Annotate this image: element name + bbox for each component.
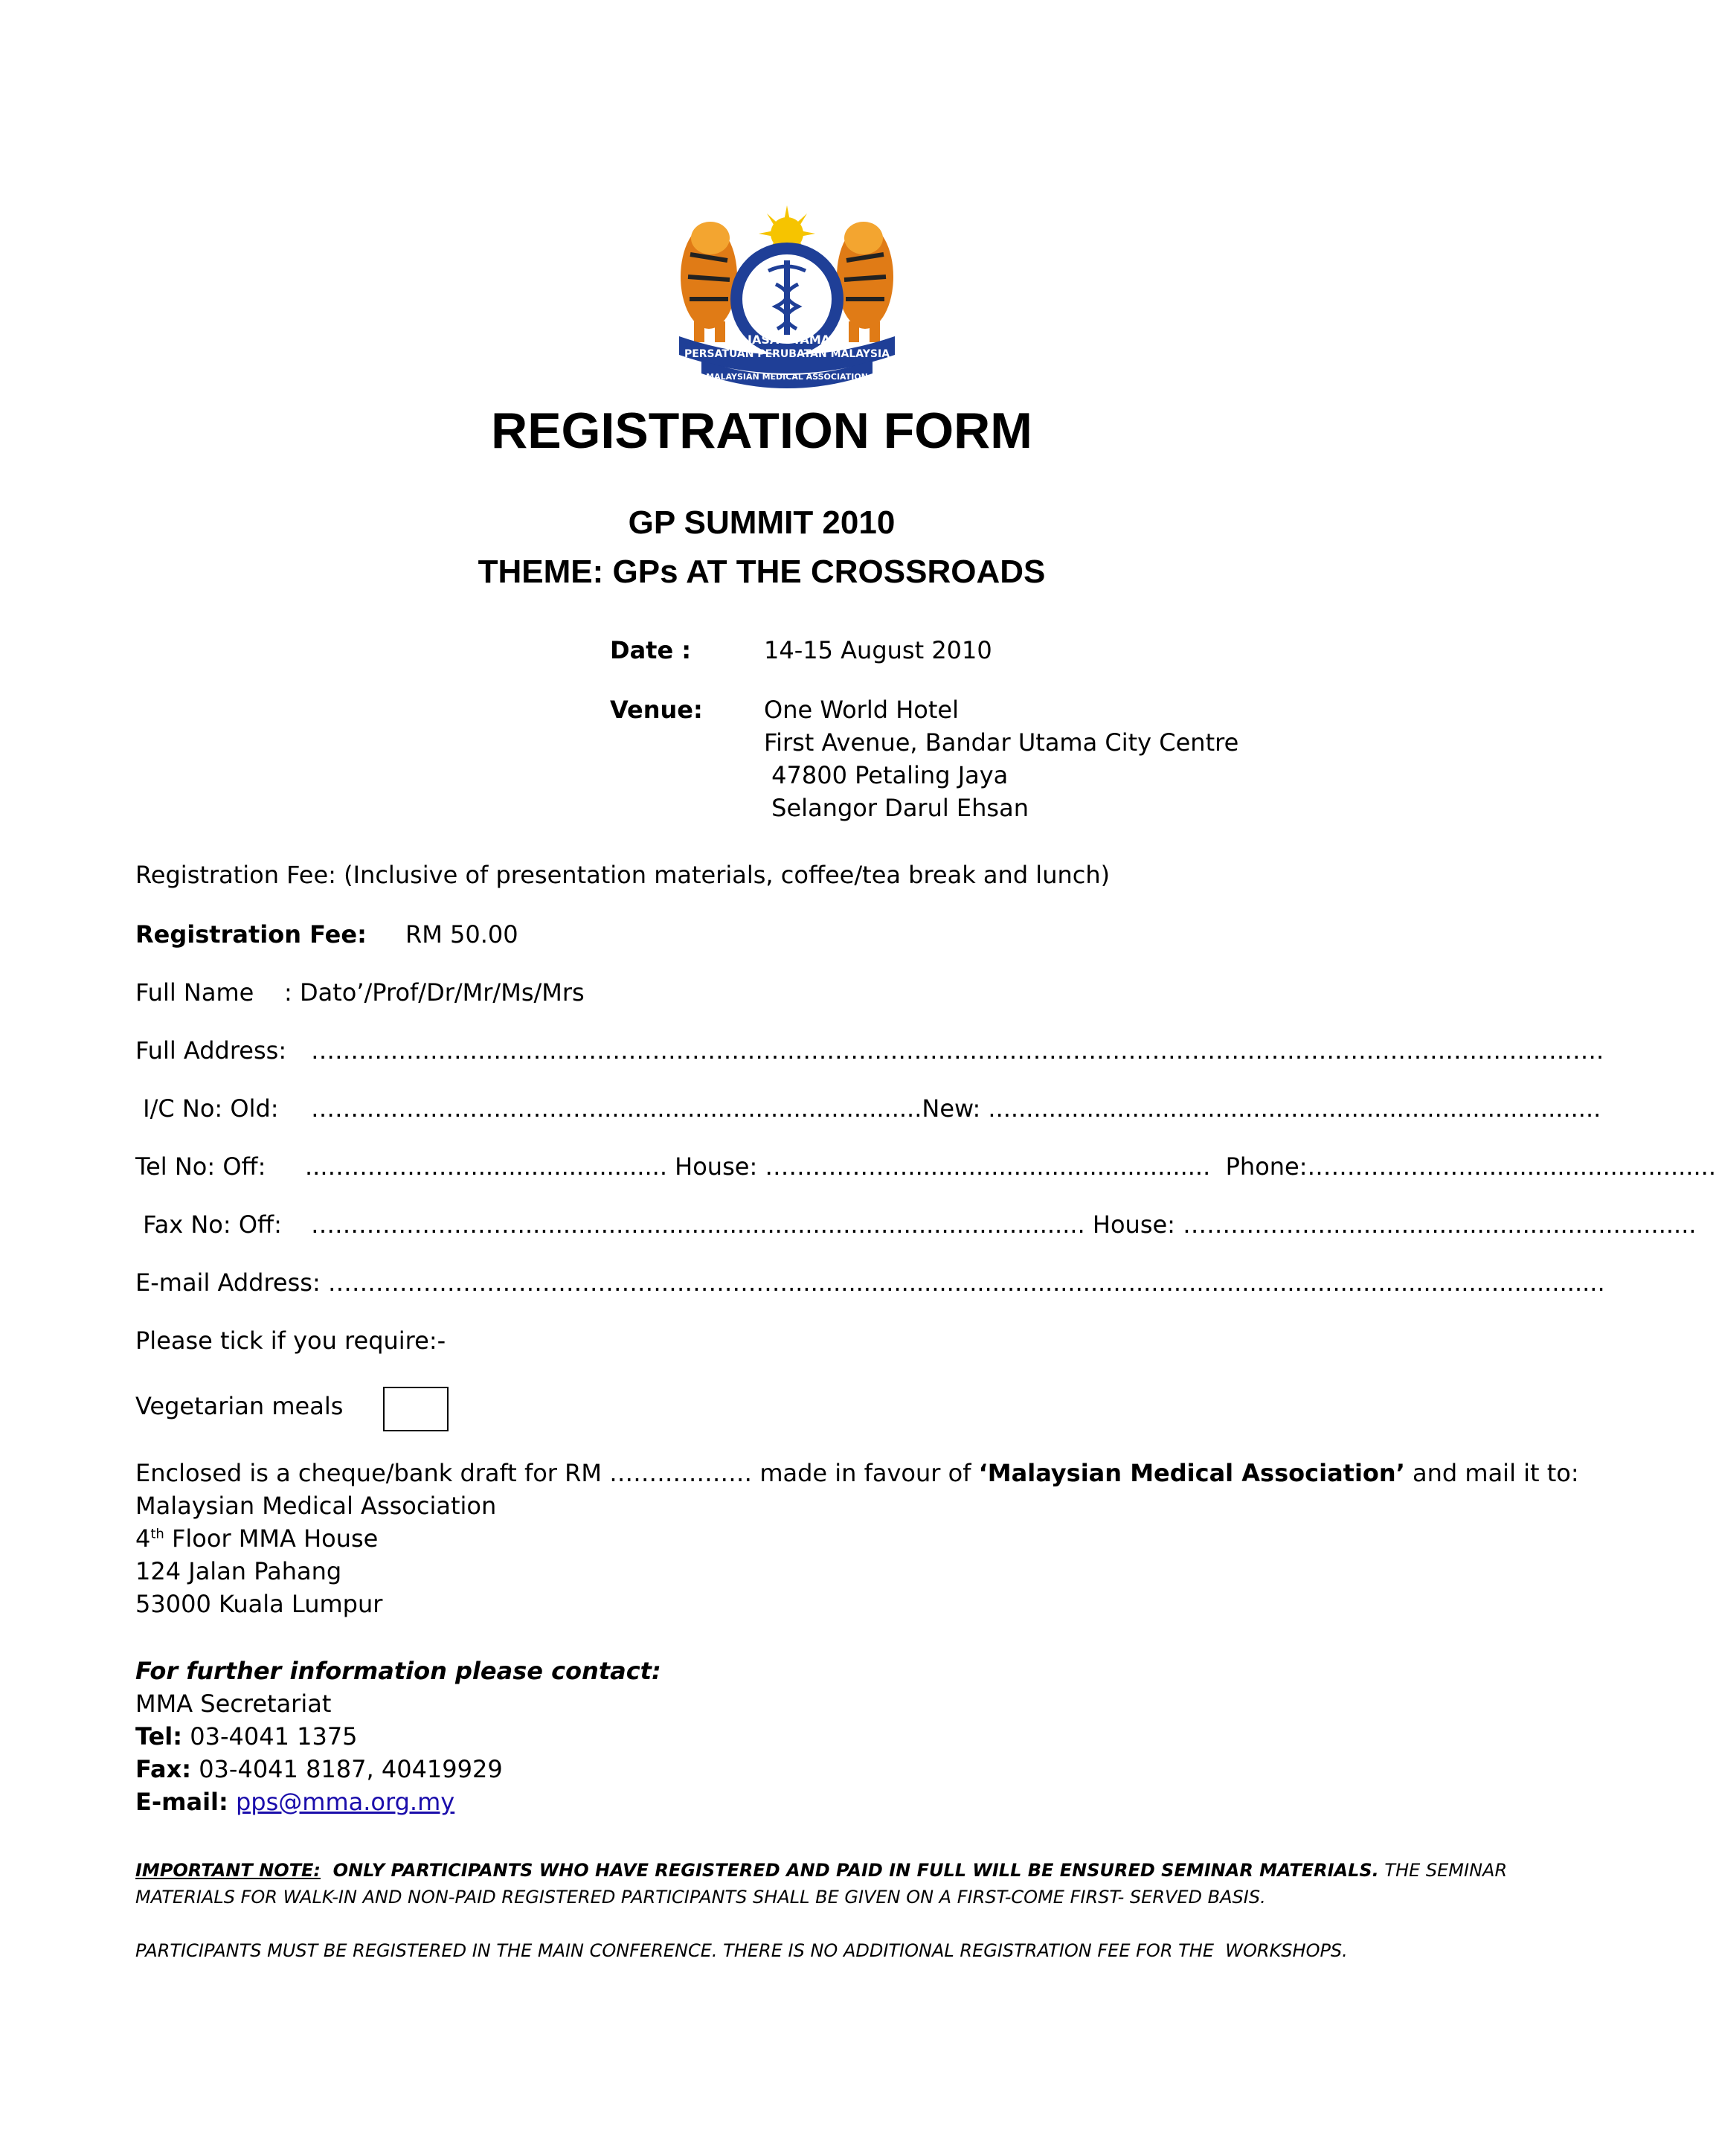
fax-no-label: Fax No: Off: bbox=[135, 1210, 282, 1239]
fee-note: Registration Fee: (Inclusive of presentation materials, coffee/tea break and lunch) bbox=[135, 861, 1111, 889]
venue-line: Selangor Darul Ehsan bbox=[764, 794, 1029, 822]
email-link[interactable]: pps@mma.org.my bbox=[235, 1788, 455, 1816]
cheque-payee: ‘Malaysian Medical Association’ bbox=[978, 1459, 1405, 1487]
fee-label: Registration Fee: bbox=[135, 920, 367, 949]
event-name: GP SUMMIT 2010 bbox=[628, 504, 896, 541]
mail-address-line: 53000 Kuala Lumpur bbox=[135, 1590, 383, 1618]
vegetarian-checkbox[interactable] bbox=[383, 1387, 449, 1431]
important-note: IMPORTANT NOTE: ONLY PARTICIPANTS WHO HAVE REGISTERED AND PAID IN FULL WILL BE ENSURED SEMINAR MATERIALS. THE SEMINAR bbox=[135, 1860, 1508, 1881]
ic-no-label: I/C No: Old: bbox=[135, 1094, 279, 1123]
mail-address-line: 4th Floor MMA House bbox=[135, 1524, 379, 1553]
tick-prompt: Please tick if you require:- bbox=[135, 1326, 446, 1355]
email-field[interactable]: E-mail Address: …………………………………….……………............................................................................................................ bbox=[135, 1268, 1605, 1297]
important-note-line2: MATERIALS FOR WALK-IN AND NON-PAID REGISTERED PARTICIPANTS SHALL BE GIVEN ON A FIRST-COME FIRST- SERVED BASIS. bbox=[135, 1887, 1266, 1908]
contact-org: MMA Secretariat bbox=[135, 1690, 332, 1718]
contact-tel: Tel: 03-4041 1375 bbox=[135, 1722, 358, 1751]
mma-crest-logo bbox=[664, 202, 910, 387]
venue-line: 47800 Petaling Jaya bbox=[764, 761, 1009, 789]
venue-label: Venue: bbox=[610, 696, 703, 724]
cheque-line bbox=[135, 1457, 1579, 1489]
ic-no-field[interactable]: ………………………………...........................................New: ................................................................................. bbox=[311, 1094, 1601, 1123]
cheque-prefix: Enclosed is a cheque/bank draft for RM ……………… made in favour of bbox=[135, 1459, 979, 1487]
venue-line: First Avenue, Bandar Utama City Centre bbox=[764, 728, 1239, 757]
contact-heading: For further information please contact: bbox=[135, 1657, 661, 1685]
right-tiger-icon bbox=[837, 222, 893, 342]
page-title: REGISTRATION FORM bbox=[491, 402, 1032, 459]
date-label: Date : bbox=[610, 636, 692, 664]
left-tiger-icon bbox=[681, 222, 737, 342]
tel-no-field[interactable]: ...……………….......................... House: ………………........................................ Phone:…………………................................ bbox=[305, 1152, 1716, 1181]
logo-bottom-ribbon: MALAYSIAN MEDICAL ASSOCIATION bbox=[706, 372, 868, 382]
svg-text:JASA UTAMA: JASA UTAMA bbox=[748, 333, 831, 347]
full-name-field: Full Name : Dato’/Prof/Dr/Mr/Ms/Mrs bbox=[135, 978, 585, 1007]
contact-email: E-mail: pps@mma.org.my bbox=[135, 1788, 455, 1816]
vegetarian-label: Vegetarian meals bbox=[135, 1392, 344, 1420]
mail-address-line: 124 Jalan Pahang bbox=[135, 1557, 342, 1585]
logo-top-ribbon: PERSATUAN PERUBATAN MALAYSIA bbox=[684, 348, 890, 360]
venue-line: One World Hotel bbox=[764, 696, 959, 724]
contact-fax: Fax: 03-4041 8187, 40419929 bbox=[135, 1755, 503, 1783]
date-value: 14-15 August 2010 bbox=[764, 636, 992, 664]
fee-value: RM 50.00 bbox=[405, 920, 518, 949]
workshop-note: PARTICIPANTS MUST BE REGISTERED IN THE MAIN CONFERENCE. THERE IS NO ADDITIONAL REGISTRATION FEE FOR THE WORKSHOPS. bbox=[135, 1940, 1348, 1961]
tel-no-label: Tel No: Off: bbox=[135, 1152, 266, 1181]
mail-address-line: Malaysian Medical Association bbox=[135, 1492, 497, 1520]
event-theme: THEME: GPs AT THE CROSSROADS bbox=[478, 554, 1046, 590]
full-address-label: Full Address: bbox=[135, 1036, 287, 1065]
full-address-field[interactable]: ………………………………………………………………………………………………………………………………………………. bbox=[311, 1036, 1604, 1065]
fax-no-field[interactable]: ……………………….......................................................................... House: ………………................................................. bbox=[311, 1210, 1697, 1239]
cheque-suffix: and mail it to: bbox=[1404, 1459, 1579, 1487]
